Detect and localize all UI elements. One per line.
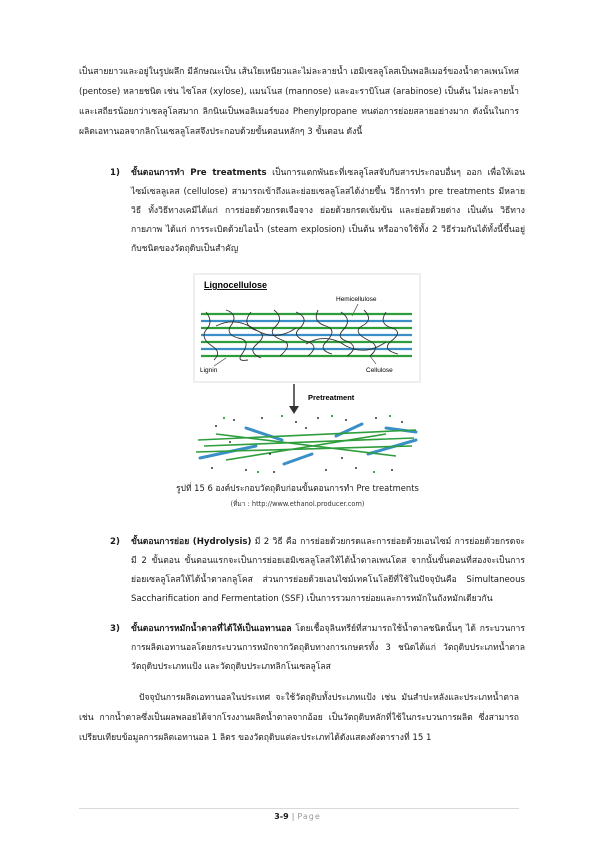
pretreatment-label: Pretreatment	[308, 393, 355, 402]
intro-paragraph: เป็นสายยาวและอยู่ในรูปผลึก มีลักษณะเป็น เส้นใยเหนียวและไม่ละลายน้ำ เฮมิเซลลูโลสเป็นพอลิเมอร์ของน้ำตาลเพนโทส (pentose) หลายชนิด เช่น ไซโลส (xylose), แมนโนส (mannose) และอะราบิโนส (arabinose) เป็นต้น ไม่ละลายน้ำและเสถียรน้อยกว่าเซลลูโลสมาก ลิกนินเป็นพอลิเมอร์ของ Phenylpropane ทนต่อการย่อยสลายอย่างมาก ดังนั้นในการผลิตเอทานอลจากลิกโนเซลลูโลสจึงประกอบด้วยขั้นตอนหลักๆ 3 ขั้นตอน ดังนี้	[79, 67, 519, 137]
step-2	[131, 533, 525, 609]
figure-caption: รูปที่ 15 6 องค์ประกอบวัตถุดิบก่อนขั้นตอนการทำ Pre treatments	[176, 483, 419, 493]
page-word: Page	[297, 812, 321, 821]
step-3-text: โดยเชื้อจุลินทรีย์ที่สามารถใช้น้ำตาลชนิดนั้นๆ ได้ กระบวนการการผลิตเอทานอลโดยกระบวนการหมักจากวัตถุดิบทางการเกษตรทั้ง 3 ชนิดได้แก่ วัตถุดิบประเภทน้ำตาล วัตถุดิบประเภทแป้ง และวัตถุดิบประเภทลิกโนเซลลูโลส	[131, 624, 525, 672]
step-3-number: 3)	[110, 624, 120, 634]
step-1-title: ขั้นตอนการทำ Pre treatments	[131, 168, 267, 178]
step-2-number: 2)	[110, 537, 120, 547]
cellulose-label: Cellulose	[366, 367, 393, 374]
pretreated-fibers	[196, 415, 416, 473]
step-2-title: ขั้นตอนการย่อย (Hydrolysis)	[131, 537, 252, 547]
footer-rule	[79, 808, 519, 809]
pretreatment-diagram	[186, 268, 430, 476]
page-footer	[0, 812, 595, 821]
cellulose-fibers	[201, 314, 412, 356]
step-1-number: 1)	[110, 168, 120, 178]
page-number: 3-9	[274, 812, 289, 821]
step-1	[131, 164, 525, 259]
lignocellulose-label: Lignocellulose	[204, 280, 268, 290]
lignin-label: Lignin	[200, 367, 218, 374]
step-3	[131, 620, 525, 677]
step-3-title: ขั้นตอนการหมักน้ำตาลที่ได้ให้เป็นเอทานอล	[131, 624, 292, 634]
step-2-text: มี 2 วิธี คือ การย่อยด้วยกรดและการย่อยด้วยเอนไซม์ การย่อยด้วยกรดจะมี 2 ขั้นตอน ขั้นตอนแรกจะเป็นการย่อยเฮมิเซลลูโลสให้ได้น้ำตาลเพนโตส จากนั้นขั้นตอนที่สองจะเป็นการย่อยเซลลูโลสให้ได้น้ำตาลกลูโคส ส่วนการย่อยด้วยเอนไซม์เทคโนโลยีที่ใช้ในปัจจุบันคือ Simultaneous Saccharification and Fermentation (SSF) เป็นการรวมการย่อยและการหมักในถังหมักเดียวกัน	[131, 537, 525, 604]
figure-source: (ที่มา : http://www.ethanol.producer.com)	[230, 500, 365, 508]
step-1-text: เป็นการแตกพันธะที่เซลลูโลสจับกับสารประกอบอื่นๆ ออก เพื่อให้เอนไซม์เซลลูเลส (cellulose) สามารถเข้าถึงและย่อยเซลลูโลสได้ง่ายขึ้น วิธีการทำ pre treatments มีหลายวิธี ทั้งวิธีทางเคมีได้แก่ การย่อยด้วยกรดเจือจาง ย่อยด้วยกรดเข้มข้น และย่อยด้วยด่าง เป็นต้น วิธีทางกายภาพ ได้แก่ การระเบิดด้วยไอน้ำ (steam explosion) เป็นต้น หรืออาจใช้ทั้ง 2 วิธีร่วมกันได้ทั้งนี้ขึ้นอยู่กับชนิดของวัตถุดิบเป็นสำคัญ	[131, 168, 526, 254]
footer-separator: |	[291, 812, 295, 821]
lignocellulose-figure	[186, 268, 430, 476]
hemicellulose-label: Hemicellulose	[336, 296, 377, 303]
closing-paragraph: ปัจจุบันการผลิตเอทานอลในประเทศ จะใช้วัตถุดิบทั้งประเภทแป้ง เช่น มันสำปะหลังและประเภทน้ำตาล เช่น กากน้ำตาลซึ่งเป็นผลพลอยได้จากโรงงานผลิตน้ำตาลจากอ้อย เป็นวัตถุดิบหลักที่ใช้ในกระบวนการผลิต ซึ่งสามารถเปรียบเทียบข้อมูลการผลิตเอทานอล 1 ลิตร ของวัตถุดิบแต่ละประเภทได้ดังแสดงดังตารางที่ 15 1	[79, 693, 519, 743]
